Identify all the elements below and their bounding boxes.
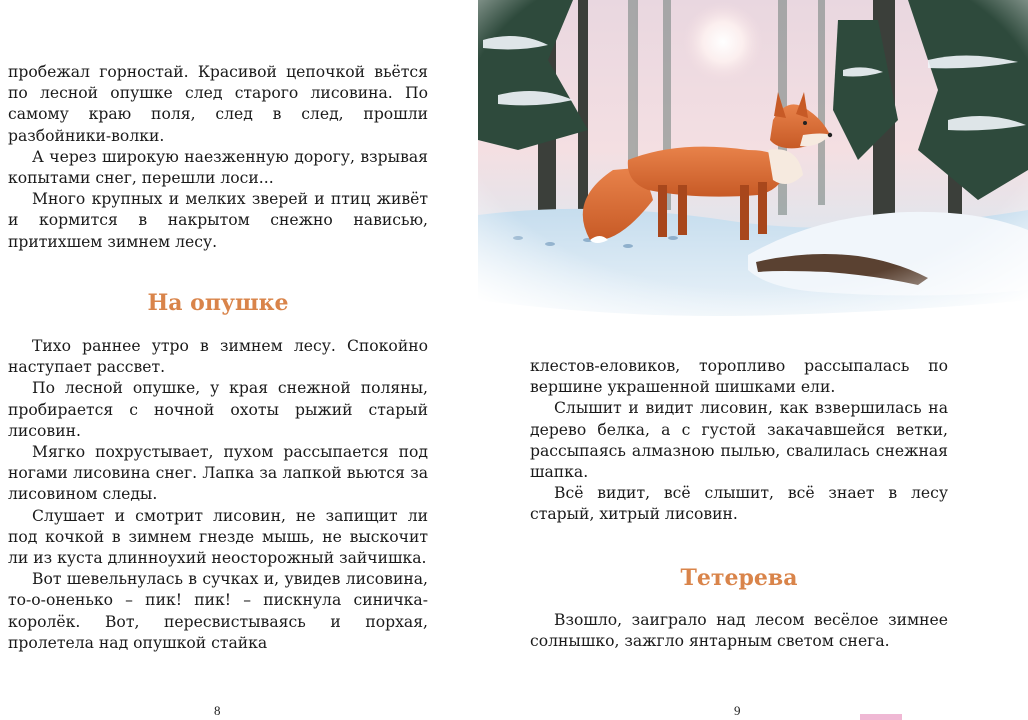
chapter-heading-teterova: Тетерева — [680, 565, 798, 591]
paragraph: Вот шевельнулась в сучках и, увидев лисовина, то-о-оненько – пик! пик! – пискнула синичка-королёк. Вот, пересвистываясь и порхая, пролетела над опушкой стайка — [8, 570, 428, 652]
paragraph: Слушает и смотрит лисовин, не запищит ли под кочкой в зимнем гнезде мышь, не выскочит ли из куста длинноухий неосторожный зайчишка. — [8, 506, 428, 568]
paragraph: Слышит и видит лисовин, как взвершилась на дерево белка, а с густой закачавшейся ветки, рассыпаясь алмазною пылью, свалилась снежная шапка. — [530, 399, 948, 482]
left-top-text — [8, 62, 428, 253]
paragraph: пробежал горностай. Красивой цепочкой вьётся по лесной опушке след старого лисовина. По самому краю поля, след в след, прошли разбойники-волки. — [8, 63, 428, 145]
paragraph: клестов-еловиков, торопливо рассыпалась по вершине украшенной шишками ели. — [530, 357, 948, 397]
winter-forest-fox-illustration — [478, 0, 1028, 330]
right-bottom-text — [530, 610, 948, 652]
paragraph: Тихо раннее утро в зимнем лесу. Спокойно наступает рассвет. — [8, 337, 428, 377]
paragraph: По лесной опушке, у края снежной поляны, пробирается с ночной охоты рыжий старый лисовин. — [8, 379, 428, 440]
paragraph: Мягко похрустывает, пухом рассыпается под ногами лисовина снег. Лапка за лапкой вьются за лисовином следы. — [8, 443, 428, 504]
color-mark — [860, 714, 902, 720]
paragraph: А через широкую наезженную дорогу, взрывая копытами снег, перешли лоси... — [8, 147, 428, 188]
paragraph: Всё видит, всё слышит, всё знает в лесу старый, хитрый лисовин. — [530, 484, 948, 524]
paragraph: Много крупных и мелких зверей и птиц живёт и кормится в накрытом снежно нависью, притихшем зимнем лесу. — [8, 190, 428, 251]
right-top-text — [530, 356, 948, 526]
chapter-heading-na-opushke: На опушке — [147, 290, 289, 316]
left-bottom-text — [8, 336, 428, 654]
page-number-right: 9 — [734, 703, 741, 718]
paragraph: Взошло, заиграло над лесом весёлое зимнее солнышко, зажгло янтарным светом снега. — [530, 611, 948, 651]
page-number-left: 8 — [214, 703, 221, 718]
